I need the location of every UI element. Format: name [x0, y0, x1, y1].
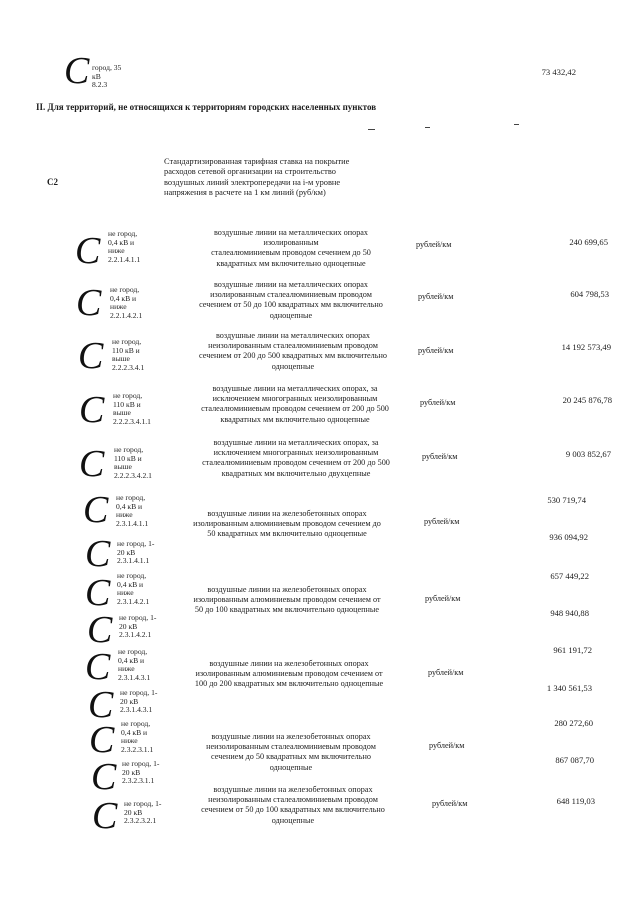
- unit-label: рублей/км: [418, 292, 454, 301]
- value-cell: 14 192 573,49: [561, 342, 611, 352]
- intro-line: Стандартизированная тарифная ставка на покрытие: [164, 157, 350, 166]
- code-line: 0,4 кВ и: [110, 293, 137, 303]
- value-cell: 240 699,65: [569, 237, 608, 247]
- code-line: не город, 1-: [119, 613, 157, 622]
- c-letter: C: [75, 230, 101, 272]
- desc-line: сталеалюминиевым проводом сечением до 50: [211, 248, 371, 258]
- desc-line: изолированным сталеалюминиевым проводом: [210, 290, 372, 300]
- code-cell: [117, 572, 149, 606]
- code-line: 20 кВ: [122, 767, 141, 777]
- code-cell: [113, 392, 151, 426]
- code-line: не город,: [110, 285, 140, 294]
- divider: [368, 129, 375, 130]
- desc-line: 50 квадратных мм включительно одноцепные: [207, 529, 367, 539]
- description: [172, 509, 402, 540]
- desc-line: воздушные линии на металлических опорах: [213, 228, 369, 237]
- desc-line: сечением от 200 до 500 квадратных мм включительно: [199, 351, 387, 361]
- description: [176, 280, 406, 321]
- value-cell: 936 094,92: [549, 532, 588, 542]
- code-line: 2.3.1.4.1.1: [116, 518, 149, 528]
- code-line: 110 кВ и: [112, 345, 140, 355]
- desc-line: исключением многогранных неизолированным: [212, 394, 378, 404]
- unit-label: рублей/км: [420, 398, 456, 407]
- description: [178, 785, 408, 826]
- code-line: 2.2.2.3.4.1.1: [113, 416, 151, 426]
- code-line: не город,: [117, 571, 147, 580]
- code-line: 110 кВ и: [113, 399, 141, 409]
- desc-line: воздушные линии на железобетонных опорах: [209, 659, 369, 668]
- code-line: не город,: [118, 647, 148, 656]
- c-letter: C: [87, 609, 113, 651]
- c-letter: C: [76, 282, 102, 324]
- code-line: 20 кВ: [117, 547, 136, 557]
- c-letter: C: [92, 795, 118, 837]
- description: [180, 384, 410, 425]
- code-line: 2.2.2.3.4.1: [112, 362, 145, 372]
- desc-line: воздушные линии на железобетонных опорах: [207, 509, 367, 518]
- c-letter: C: [64, 50, 90, 92]
- c-letter: C: [88, 684, 114, 726]
- value-cell: 530 719,74: [547, 495, 586, 505]
- code-line: ниже: [110, 302, 127, 312]
- desc-line: воздушные линии на железобетонных опорах: [207, 585, 367, 594]
- value-cell: 961 191,72: [553, 645, 592, 655]
- code-line: 2.2.1.4.1.1: [108, 254, 141, 264]
- code-line: не город,: [108, 229, 138, 238]
- c-letter: C: [91, 756, 117, 798]
- code-line: 2.2.1.4.2.1: [110, 310, 143, 320]
- code-cell: [112, 338, 144, 372]
- code-line: 2.3.2.3.1.1: [121, 744, 154, 754]
- code-line: выше: [112, 354, 130, 364]
- code-line: 0,4 кВ и: [117, 579, 144, 589]
- code-line: выше: [114, 462, 132, 472]
- code-line: 110 кВ и: [114, 453, 142, 463]
- code-line: 2.3.2.3.2.1: [124, 816, 157, 826]
- value-cell: 20 245 876,78: [562, 395, 612, 405]
- code-line: 2.3.1.4.3.1: [118, 672, 151, 682]
- desc-line: изолированным алюминиевым проводом сечением до: [193, 519, 381, 529]
- code-line: не город, 1-: [117, 539, 155, 548]
- value-cell: 948 940,88: [550, 608, 589, 618]
- code-line: не город,: [113, 391, 143, 400]
- code-cell: [116, 494, 148, 528]
- desc-line: квадратных мм включительно одноцепные: [220, 414, 370, 424]
- desc-line: воздушные линии на металлических опорах: [215, 331, 371, 340]
- code-line: 20 кВ: [119, 621, 138, 631]
- desc-line: одноцепные: [271, 361, 315, 371]
- value-top: 73 432,42: [541, 67, 576, 77]
- desc-line: изолированным алюминиевым проводом сечением от: [193, 595, 381, 605]
- section-title: II. Для территорий, не относящихся к территориям городских населенных пунктов: [36, 102, 377, 112]
- unit-label: рублей/км: [424, 517, 460, 526]
- c-letter: C: [79, 389, 105, 431]
- code-cell: [119, 614, 156, 640]
- desc-line: неизолированным сталеалюминиевым проводом: [206, 742, 376, 752]
- description: [181, 438, 411, 479]
- c-letter: C: [79, 443, 105, 485]
- desc-line: исключением многогранных неизолированным: [213, 448, 379, 458]
- intro-line: расходов сетевой организации на строительство: [164, 167, 336, 177]
- code-cell: [120, 689, 157, 715]
- c-letter: C: [85, 533, 111, 575]
- desc-line: сечением до 50 квадратных мм включительно: [211, 752, 371, 762]
- code-cell: [114, 446, 152, 480]
- desc-line: воздушные линии на железобетонных опорах: [211, 732, 371, 741]
- code-cell-top: [92, 64, 121, 90]
- value-cell: 280 272,60: [554, 718, 593, 728]
- divider: [425, 127, 430, 128]
- code-line: не город,: [112, 337, 142, 346]
- code-line: 2.3.1.4.2.1: [119, 630, 152, 640]
- code-cell: [122, 760, 159, 786]
- c-letter: C: [85, 572, 111, 614]
- code-line: 0,4 кВ и: [121, 727, 148, 737]
- code-line: ниже: [121, 736, 138, 746]
- code-line: не город,: [116, 493, 146, 502]
- code-cell: [108, 230, 140, 264]
- desc-line: сечением от 50 до 100 квадратных мм включительно: [201, 805, 385, 815]
- code-line: кВ: [92, 71, 101, 81]
- code-line: ниже: [117, 588, 134, 598]
- value-cell: 1 340 561,53: [546, 683, 592, 693]
- unit-label: рублей/км: [425, 594, 461, 603]
- code-line: 8.2.3: [92, 80, 108, 90]
- code-cell: [124, 800, 161, 826]
- desc-line: сечением от 50 до 100 квадратных мм включительно: [199, 300, 383, 310]
- code-line: 2.3.1.4.2.1: [117, 596, 150, 606]
- desc-line: квадратных мм включительно двухцепные: [221, 468, 371, 478]
- desc-line: одноцепные: [269, 310, 313, 320]
- desc-line: воздушные линии на металлических опорах, за: [212, 384, 378, 393]
- value-cell: 604 798,53: [570, 289, 609, 299]
- desc-line: 50 до 100 квадратных мм включительно одноцепные: [194, 605, 380, 615]
- description: [172, 585, 402, 616]
- description: [178, 331, 408, 372]
- code-cell: [117, 540, 154, 566]
- code-line: 0,4 кВ и: [116, 501, 143, 511]
- desc-line: квадратных мм включительно одноцепные: [216, 258, 366, 268]
- code-line: не город, 1-: [124, 799, 162, 808]
- value-cell: 657 449,22: [550, 571, 589, 581]
- c-letter: C: [78, 335, 104, 377]
- unit-label: рублей/км: [418, 346, 454, 355]
- desc-line: одноцепные: [269, 762, 313, 772]
- desc-line: сталеалюминиевым проводом сечением от 200 до 500: [201, 404, 389, 414]
- desc-line: воздушные линии на металлических опорах: [213, 280, 369, 289]
- c2-label: С2: [47, 177, 58, 187]
- c-letter: C: [83, 489, 109, 531]
- desc-line: одноцепные: [271, 815, 315, 825]
- c-letter: C: [85, 646, 111, 688]
- code-line: 2.3.1.4.1.1: [117, 556, 150, 566]
- desc-line: воздушные линии на металлических опорах, за: [213, 438, 379, 447]
- code-line: 2.2.2.3.4.2.1: [114, 470, 152, 480]
- unit-label: рублей/км: [416, 240, 452, 249]
- code-line: ниже: [118, 664, 135, 674]
- c2-intro: [164, 157, 409, 199]
- intro-line: напряжения в расчете на 1 км линий (руб/км): [164, 188, 326, 198]
- code-line: не город,: [114, 445, 144, 454]
- code-line: ниже: [108, 246, 125, 256]
- value-cell: 9 003 852,67: [565, 449, 611, 459]
- code-cell: [118, 648, 150, 682]
- intro-line: воздушных линий электропередачи на i-м уровне: [164, 177, 341, 187]
- desc-line: изолированным: [263, 238, 319, 248]
- code-cell: [110, 286, 142, 320]
- description: [176, 228, 406, 269]
- c-letter: C: [89, 719, 115, 761]
- unit-label: рублей/км: [422, 452, 458, 461]
- unit-label: рублей/км: [428, 668, 464, 677]
- unit-label: рублей/км: [429, 741, 465, 750]
- desc-line: сталеалюминиевым проводом сечением от 200 до 500: [202, 458, 390, 468]
- code-line: 2.3.2.3.1.1: [122, 776, 155, 786]
- divider: [514, 124, 519, 125]
- desc-line: неизолированным сталеалюминиевым проводом: [208, 795, 378, 805]
- description: [174, 659, 404, 690]
- code-line: не город, 1-: [122, 759, 160, 768]
- desc-line: воздушные линии на железобетонных опорах: [213, 785, 373, 794]
- desc-line: неизолированным сталеалюминиевым проводом: [208, 341, 378, 351]
- code-line: город, 35: [92, 63, 122, 72]
- code-line: 20 кВ: [124, 807, 143, 817]
- code-line: не город, 1-: [120, 688, 158, 697]
- value-cell: 867 087,70: [555, 755, 594, 765]
- code-line: ниже: [116, 510, 133, 520]
- description: [176, 732, 406, 773]
- code-line: 0,4 кВ и: [118, 655, 145, 665]
- desc-line: изолированным алюминиевым проводом сечением от: [195, 669, 383, 679]
- code-cell: [121, 720, 153, 754]
- code-line: выше: [113, 408, 131, 418]
- code-line: 20 кВ: [120, 696, 139, 706]
- desc-line: 100 до 200 квадратных мм включительно одноцепные: [194, 679, 384, 689]
- value-cell: 648 119,03: [556, 796, 595, 806]
- unit-label: рублей/км: [432, 799, 468, 808]
- code-line: 0,4 кВ и: [108, 237, 135, 247]
- code-line: 2.3.1.4.3.1: [120, 705, 153, 715]
- code-line: не город,: [121, 719, 151, 728]
